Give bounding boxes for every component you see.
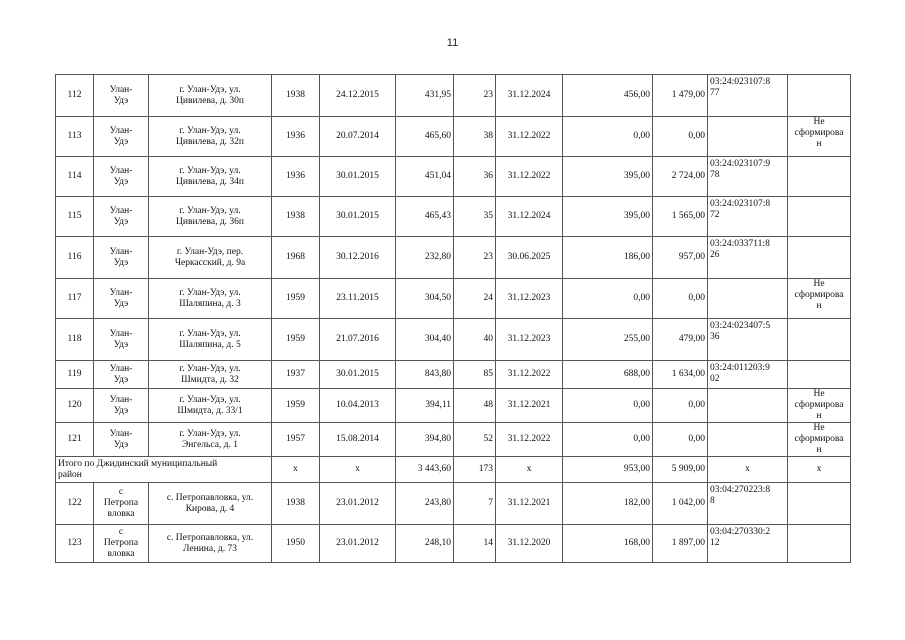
- area-cell: 304,40: [396, 319, 454, 361]
- area-cell: 243,80: [396, 483, 454, 525]
- row-number: 122: [56, 483, 94, 525]
- date-cell: 30.01.2015: [320, 197, 396, 237]
- land-status-cell: Не сформирова н: [788, 279, 851, 319]
- year-built-cell: 1936: [272, 117, 320, 157]
- date-cell: 23.11.2015: [320, 279, 396, 319]
- value2-cell: 1 634,00: [653, 361, 708, 389]
- cadastral-number-cell: 03:24:011203:9 02: [708, 361, 788, 389]
- row-number: 119: [56, 361, 94, 389]
- value2-cell: 2 724,00: [653, 157, 708, 197]
- date-cell: 30.01.2015: [320, 361, 396, 389]
- land-status-cell: [788, 525, 851, 563]
- residents-cell: 38: [454, 117, 496, 157]
- row-number: 121: [56, 423, 94, 457]
- residents-cell: 36: [454, 157, 496, 197]
- page-number: 11: [446, 37, 459, 49]
- deadline-cell: 31.12.2022: [496, 423, 563, 457]
- row-number: 113: [56, 117, 94, 157]
- deadline-cell: 31.12.2024: [496, 75, 563, 117]
- table-row: [56, 157, 851, 197]
- value1-cell: 182,00: [563, 483, 653, 525]
- settlement-cell: Улан- Удэ: [94, 319, 149, 361]
- cadastral-number-cell: 03:24:023107:8 72: [708, 197, 788, 237]
- value2-cell: 479,00: [653, 319, 708, 361]
- address-cell: г. Улан-Удэ, ул. Цивилева, д. 30п: [149, 75, 272, 117]
- land-status-cell: [788, 483, 851, 525]
- total-residents-cell: 173: [454, 457, 496, 483]
- deadline-cell: 31.12.2021: [496, 389, 563, 423]
- value2-cell: 0,00: [653, 117, 708, 157]
- area-cell: 394,11: [396, 389, 454, 423]
- address-cell: г. Улан-Удэ, ул. Шаляпина, д. 5: [149, 319, 272, 361]
- total-row: [56, 457, 851, 483]
- settlement-cell: с Петропа вловка: [94, 483, 149, 525]
- year-built-cell: 1936: [272, 157, 320, 197]
- row-number: 118: [56, 319, 94, 361]
- table-row: [56, 525, 851, 563]
- cadastral-number-cell: 03:04:270223:8 8: [708, 483, 788, 525]
- year-built-cell: 1957: [272, 423, 320, 457]
- date-cell: 20.07.2014: [320, 117, 396, 157]
- value1-cell: 395,00: [563, 157, 653, 197]
- value1-cell: 0,00: [563, 279, 653, 319]
- total-year-cell: х: [272, 457, 320, 483]
- address-cell: г. Улан-Удэ, ул. Энгельса, д. 1: [149, 423, 272, 457]
- address-cell: г. Улан-Удэ, ул. Шмидта, д. 32: [149, 361, 272, 389]
- settlement-cell: Улан- Удэ: [94, 279, 149, 319]
- value2-cell: 957,00: [653, 237, 708, 279]
- address-cell: с. Петропавловка, ул. Кирова, д. 4: [149, 483, 272, 525]
- settlement-cell: Улан- Удэ: [94, 75, 149, 117]
- value2-cell: 1 897,00: [653, 525, 708, 563]
- year-built-cell: 1937: [272, 361, 320, 389]
- year-built-cell: 1959: [272, 319, 320, 361]
- land-status-cell: [788, 319, 851, 361]
- value2-cell: 1 479,00: [653, 75, 708, 117]
- deadline-cell: 31.12.2021: [496, 483, 563, 525]
- value1-cell: 168,00: [563, 525, 653, 563]
- total-deadline-cell: х: [496, 457, 563, 483]
- area-cell: 394,80: [396, 423, 454, 457]
- value1-cell: 395,00: [563, 197, 653, 237]
- value2-cell: 0,00: [653, 279, 708, 319]
- residents-cell: 14: [454, 525, 496, 563]
- value2-cell: 1 042,00: [653, 483, 708, 525]
- residents-cell: 48: [454, 389, 496, 423]
- row-number: 116: [56, 237, 94, 279]
- table-row: [56, 423, 851, 457]
- row-number: 123: [56, 525, 94, 563]
- settlement-cell: Улан- Удэ: [94, 389, 149, 423]
- land-status-cell: Не сформирова н: [788, 423, 851, 457]
- address-cell: г. Улан-Удэ, ул. Цивилева, д. 34п: [149, 157, 272, 197]
- date-cell: 30.01.2015: [320, 157, 396, 197]
- year-built-cell: 1959: [272, 279, 320, 319]
- deadline-cell: 31.12.2022: [496, 117, 563, 157]
- year-built-cell: 1938: [272, 483, 320, 525]
- address-cell: г. Улан-Удэ, ул. Цивилева, д. 36п: [149, 197, 272, 237]
- land-status-cell: [788, 157, 851, 197]
- total-cadastral-cell: х: [708, 457, 788, 483]
- value1-cell: 688,00: [563, 361, 653, 389]
- row-number: 115: [56, 197, 94, 237]
- cadastral-number-cell: 03:24:023407:5 36: [708, 319, 788, 361]
- area-cell: 465,60: [396, 117, 454, 157]
- date-cell: 24.12.2015: [320, 75, 396, 117]
- total-status-cell: х: [788, 457, 851, 483]
- year-built-cell: 1968: [272, 237, 320, 279]
- settlement-cell: Улан- Удэ: [94, 157, 149, 197]
- cadastral-number-cell: 03:24:023107:9 78: [708, 157, 788, 197]
- row-number: 117: [56, 279, 94, 319]
- table-row: [56, 483, 851, 525]
- residents-cell: 23: [454, 75, 496, 117]
- table-row: [56, 279, 851, 319]
- cadastral-number-cell: [708, 117, 788, 157]
- value1-cell: 0,00: [563, 117, 653, 157]
- cadastral-number-cell: 03:24:033711:8 26: [708, 237, 788, 279]
- housing-register-table: [55, 74, 851, 563]
- value2-cell: 0,00: [653, 389, 708, 423]
- row-number: 114: [56, 157, 94, 197]
- residents-cell: 52: [454, 423, 496, 457]
- value1-cell: 456,00: [563, 75, 653, 117]
- cadastral-number-cell: [708, 389, 788, 423]
- land-status-cell: [788, 237, 851, 279]
- residents-cell: 7: [454, 483, 496, 525]
- table-row: [56, 197, 851, 237]
- residents-cell: 85: [454, 361, 496, 389]
- date-cell: 21.07.2016: [320, 319, 396, 361]
- total-area-cell: 3 443,60: [396, 457, 454, 483]
- value1-cell: 0,00: [563, 423, 653, 457]
- cadastral-number-cell: 03:24:023107:8 77: [708, 75, 788, 117]
- table-row: [56, 361, 851, 389]
- area-cell: 431,95: [396, 75, 454, 117]
- land-status-cell: [788, 197, 851, 237]
- date-cell: 10.04.2013: [320, 389, 396, 423]
- date-cell: 30.12.2016: [320, 237, 396, 279]
- table-row: [56, 237, 851, 279]
- table-row: [56, 319, 851, 361]
- address-cell: г. Улан-Удэ, пер. Черкасский, д. 9а: [149, 237, 272, 279]
- deadline-cell: 31.12.2020: [496, 525, 563, 563]
- area-cell: 451,04: [396, 157, 454, 197]
- land-status-cell: [788, 75, 851, 117]
- row-number: 120: [56, 389, 94, 423]
- row-number: 112: [56, 75, 94, 117]
- address-cell: г. Улан-Удэ, ул. Шаляпина, д. 3: [149, 279, 272, 319]
- area-cell: 465,43: [396, 197, 454, 237]
- land-status-cell: Не сформирова н: [788, 117, 851, 157]
- value2-cell: 0,00: [653, 423, 708, 457]
- total-value2-cell: 5 909,00: [653, 457, 708, 483]
- settlement-cell: Улан- Удэ: [94, 117, 149, 157]
- land-status-cell: [788, 361, 851, 389]
- deadline-cell: 31.12.2022: [496, 157, 563, 197]
- residents-cell: 40: [454, 319, 496, 361]
- residents-cell: 23: [454, 237, 496, 279]
- date-cell: 23.01.2012: [320, 525, 396, 563]
- deadline-cell: 31.12.2023: [496, 279, 563, 319]
- cadastral-number-cell: 03:04:270330:2 12: [708, 525, 788, 563]
- land-status-cell: Не сформирова н: [788, 389, 851, 423]
- table-row: [56, 75, 851, 117]
- value2-cell: 1 565,00: [653, 197, 708, 237]
- residents-cell: 24: [454, 279, 496, 319]
- residents-cell: 35: [454, 197, 496, 237]
- year-built-cell: 1950: [272, 525, 320, 563]
- year-built-cell: 1938: [272, 75, 320, 117]
- area-cell: 232,80: [396, 237, 454, 279]
- address-cell: г. Улан-Удэ, ул. Цивилева, д. 32п: [149, 117, 272, 157]
- total-label: Итого по Джидинский муниципальный район: [56, 457, 272, 483]
- total-date-cell: х: [320, 457, 396, 483]
- settlement-cell: Улан- Удэ: [94, 361, 149, 389]
- total-value1-cell: 953,00: [563, 457, 653, 483]
- area-cell: 304,50: [396, 279, 454, 319]
- cadastral-number-cell: [708, 279, 788, 319]
- deadline-cell: 31.12.2024: [496, 197, 563, 237]
- year-built-cell: 1938: [272, 197, 320, 237]
- address-cell: г. Улан-Удэ, ул. Шмидта, д. 33/1: [149, 389, 272, 423]
- deadline-cell: 30.06.2025: [496, 237, 563, 279]
- year-built-cell: 1959: [272, 389, 320, 423]
- value1-cell: 255,00: [563, 319, 653, 361]
- area-cell: 248,10: [396, 525, 454, 563]
- date-cell: 23.01.2012: [320, 483, 396, 525]
- deadline-cell: 31.12.2023: [496, 319, 563, 361]
- area-cell: 843,80: [396, 361, 454, 389]
- settlement-cell: Улан- Удэ: [94, 197, 149, 237]
- deadline-cell: 31.12.2022: [496, 361, 563, 389]
- date-cell: 15.08.2014: [320, 423, 396, 457]
- settlement-cell: Улан- Удэ: [94, 237, 149, 279]
- settlement-cell: с Петропа вловка: [94, 525, 149, 563]
- table-row: [56, 117, 851, 157]
- value1-cell: 186,00: [563, 237, 653, 279]
- address-cell: с. Петропавловка, ул. Ленина, д. 73: [149, 525, 272, 563]
- value1-cell: 0,00: [563, 389, 653, 423]
- table-row: [56, 389, 851, 423]
- settlement-cell: Улан- Удэ: [94, 423, 149, 457]
- cadastral-number-cell: [708, 423, 788, 457]
